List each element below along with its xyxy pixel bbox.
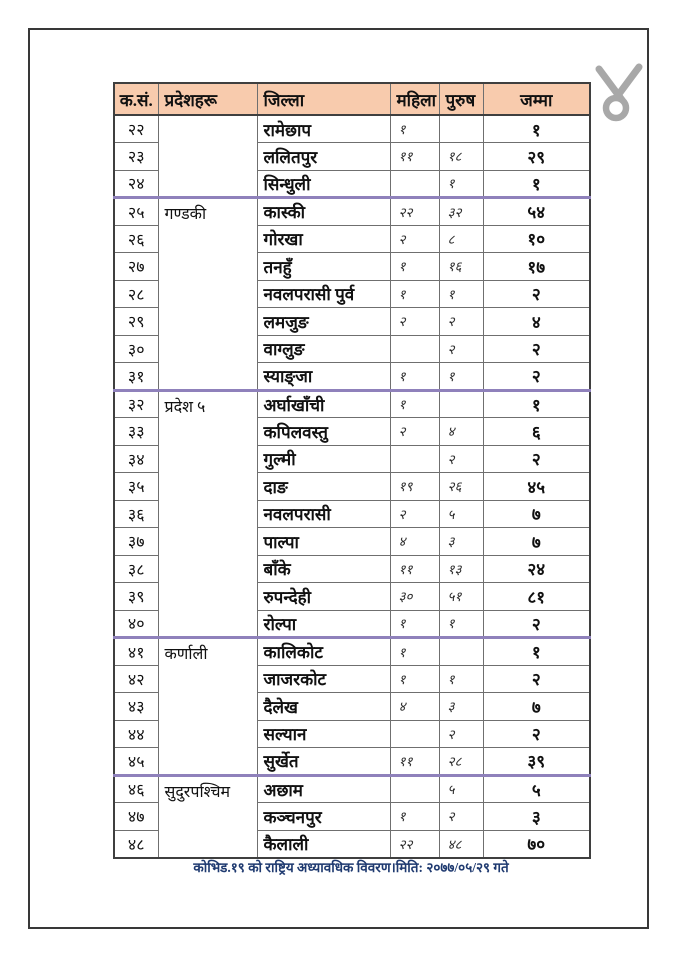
total-count-cell: २९: [483, 143, 590, 171]
total-count-cell: १: [483, 638, 590, 666]
footer-caption: कोभिड.१९ को राष्ट्रिय अध्यावधिक विवरण।मिति: २०७७/०५/२९ गते: [193, 860, 509, 875]
male-count-cell: ५: [439, 500, 483, 528]
total-count-cell: ७: [483, 500, 590, 528]
male-count-cell: १६: [439, 253, 483, 281]
male-count-cell: [439, 390, 483, 418]
serial-cell: ३०: [114, 335, 158, 363]
serial-cell: २९: [114, 308, 158, 336]
female-count-cell: १: [390, 638, 439, 666]
serial-cell: २२: [114, 115, 158, 143]
total-count-cell: ४५: [483, 473, 590, 501]
female-count-cell: २: [390, 225, 439, 253]
total-count-cell: १७: [483, 253, 590, 281]
male-count-cell: ५: [439, 775, 483, 803]
male-count-cell: ८: [439, 225, 483, 253]
male-count-cell: ४: [439, 418, 483, 446]
district-cell: जाजरकोट: [257, 665, 390, 693]
district-cell: दाङ: [257, 473, 390, 501]
serial-cell: ३४: [114, 445, 158, 473]
female-count-cell: १: [390, 363, 439, 391]
district-cell: लमजुङ: [257, 308, 390, 336]
table-header-row: [114, 83, 590, 115]
total-count-cell: ३९: [483, 748, 590, 776]
header-female: महिला: [390, 83, 439, 115]
total-count-cell: २: [483, 445, 590, 473]
district-cell: सिन्धुली: [257, 170, 390, 198]
header-male: पुरुष: [439, 83, 483, 115]
female-count-cell: ३०: [390, 583, 439, 611]
female-count-cell: ११: [390, 555, 439, 583]
district-cell: रामेछाप: [257, 115, 390, 143]
district-cell: सुर्खेत: [257, 748, 390, 776]
serial-cell: २८: [114, 280, 158, 308]
serial-cell: ३२: [114, 390, 158, 418]
serial-cell: ४४: [114, 720, 158, 748]
table-row: [114, 775, 590, 803]
district-cell: गोरखा: [257, 225, 390, 253]
male-count-cell: २८: [439, 748, 483, 776]
male-count-cell: ३२: [439, 198, 483, 226]
district-cell: कपिलवस्तु: [257, 418, 390, 446]
table-row: [114, 115, 590, 143]
female-count-cell: १: [390, 280, 439, 308]
male-count-cell: २: [439, 308, 483, 336]
province-cell: प्रदेश ५: [158, 390, 257, 638]
male-count-cell: २: [439, 335, 483, 363]
female-count-cell: ११: [390, 748, 439, 776]
district-cell: वाग्लुङ: [257, 335, 390, 363]
covid-district-table: [113, 82, 591, 859]
province-cell: सुदुरपश्चिम: [158, 775, 257, 858]
district-cell: ललितपुर: [257, 143, 390, 171]
serial-cell: ३६: [114, 500, 158, 528]
header-provinces: प्रदेशहरू: [158, 83, 257, 115]
district-cell: कास्की: [257, 198, 390, 226]
male-count-cell: २: [439, 720, 483, 748]
female-count-cell: २: [390, 418, 439, 446]
serial-cell: २६: [114, 225, 158, 253]
female-count-cell: ११: [390, 143, 439, 171]
serial-cell: ३५: [114, 473, 158, 501]
total-count-cell: ६: [483, 418, 590, 446]
female-count-cell: ४: [390, 693, 439, 721]
ribbon-cut-icon: [593, 60, 645, 122]
male-count-cell: [439, 638, 483, 666]
serial-cell: ३९: [114, 583, 158, 611]
total-count-cell: ८१: [483, 583, 590, 611]
serial-cell: ४७: [114, 803, 158, 831]
serial-cell: ३१: [114, 363, 158, 391]
district-cell: रुपन्देही: [257, 583, 390, 611]
district-cell: तनहुँ: [257, 253, 390, 281]
female-count-cell: १: [390, 665, 439, 693]
total-count-cell: २: [483, 610, 590, 638]
total-count-cell: ७०: [483, 830, 590, 858]
serial-cell: ३८: [114, 555, 158, 583]
total-count-cell: १०: [483, 225, 590, 253]
district-cell: अर्घाखाँची: [257, 390, 390, 418]
table-row: [114, 390, 590, 418]
district-cell: रोल्पा: [257, 610, 390, 638]
female-count-cell: १: [390, 803, 439, 831]
serial-cell: ३३: [114, 418, 158, 446]
female-count-cell: १: [390, 390, 439, 418]
total-count-cell: २: [483, 335, 590, 363]
serial-cell: २४: [114, 170, 158, 198]
male-count-cell: १: [439, 665, 483, 693]
male-count-cell: २६: [439, 473, 483, 501]
male-count-cell: २: [439, 803, 483, 831]
district-cell: गुल्मी: [257, 445, 390, 473]
male-count-cell: १८: [439, 143, 483, 171]
female-count-cell: २: [390, 500, 439, 528]
female-count-cell: २२: [390, 198, 439, 226]
serial-cell: ४२: [114, 665, 158, 693]
district-cell: अछाम: [257, 775, 390, 803]
province-cell: [158, 115, 257, 198]
total-count-cell: ४: [483, 308, 590, 336]
serial-cell: ४१: [114, 638, 158, 666]
female-count-cell: २: [390, 308, 439, 336]
female-count-cell: [390, 775, 439, 803]
total-count-cell: २४: [483, 555, 590, 583]
table-row: [114, 638, 590, 666]
female-count-cell: ४: [390, 528, 439, 556]
district-cell: कञ्चनपुर: [257, 803, 390, 831]
male-count-cell: ३: [439, 528, 483, 556]
serial-cell: ४३: [114, 693, 158, 721]
female-count-cell: २२: [390, 830, 439, 858]
male-count-cell: [439, 115, 483, 143]
total-count-cell: ५४: [483, 198, 590, 226]
male-count-cell: २: [439, 445, 483, 473]
document-page: [28, 28, 649, 929]
total-count-cell: ७: [483, 693, 590, 721]
male-count-cell: ४८: [439, 830, 483, 858]
serial-cell: २७: [114, 253, 158, 281]
district-cell: नवलपरासी: [257, 500, 390, 528]
serial-cell: ३७: [114, 528, 158, 556]
serial-cell: २५: [114, 198, 158, 226]
district-cell: स्याङ्जा: [257, 363, 390, 391]
female-count-cell: [390, 335, 439, 363]
male-count-cell: १३: [439, 555, 483, 583]
total-count-cell: २: [483, 280, 590, 308]
total-count-cell: १: [483, 170, 590, 198]
district-cell: नवलपरासी पुर्व: [257, 280, 390, 308]
district-cell: कैलाली: [257, 830, 390, 858]
serial-cell: ४५: [114, 748, 158, 776]
total-count-cell: २: [483, 665, 590, 693]
district-cell: पाल्पा: [257, 528, 390, 556]
total-count-cell: २: [483, 720, 590, 748]
total-count-cell: २: [483, 363, 590, 391]
male-count-cell: १: [439, 170, 483, 198]
district-cell: बाँके: [257, 555, 390, 583]
district-cell: कालिकोट: [257, 638, 390, 666]
male-count-cell: १: [439, 363, 483, 391]
serial-cell: ४०: [114, 610, 158, 638]
male-count-cell: १: [439, 280, 483, 308]
total-count-cell: ५: [483, 775, 590, 803]
female-count-cell: १: [390, 610, 439, 638]
female-count-cell: [390, 170, 439, 198]
female-count-cell: [390, 445, 439, 473]
female-count-cell: १: [390, 253, 439, 281]
total-count-cell: ७: [483, 528, 590, 556]
header-total: जम्मा: [483, 83, 590, 115]
serial-cell: ४६: [114, 775, 158, 803]
male-count-cell: १: [439, 610, 483, 638]
serial-cell: २३: [114, 143, 158, 171]
male-count-cell: ५१: [439, 583, 483, 611]
province-cell: गण्डकी: [158, 198, 257, 391]
table-row: [114, 198, 590, 226]
total-count-cell: ३: [483, 803, 590, 831]
serial-cell: ४८: [114, 830, 158, 858]
header-serial: क.सं.: [114, 83, 158, 115]
district-cell: सल्यान: [257, 720, 390, 748]
district-cell: दैलेख: [257, 693, 390, 721]
province-cell: कर्णाली: [158, 638, 257, 776]
male-count-cell: ३: [439, 693, 483, 721]
female-count-cell: [390, 720, 439, 748]
table-body: [114, 115, 590, 858]
female-count-cell: १: [390, 115, 439, 143]
total-count-cell: १: [483, 115, 590, 143]
total-count-cell: १: [483, 390, 590, 418]
female-count-cell: १९: [390, 473, 439, 501]
header-district: जिल्ला: [257, 83, 390, 115]
